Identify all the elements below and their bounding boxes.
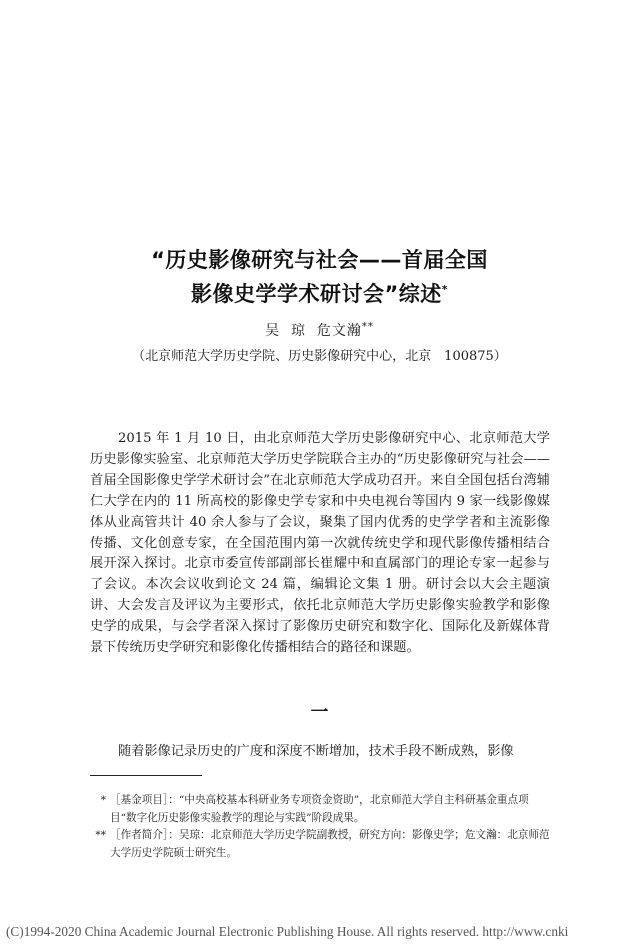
footnote-authors [95,826,550,862]
section-heading: 一 [310,702,329,723]
body-paragraph: 随着影像记录历史的广度和深度不断增加，技术手段不断成熟，影像 [118,744,514,759]
footnote-funding [100,791,550,827]
footnote-text: ［作者简介］：吴琼：北京师范大学历史学院副教授，研究方向：影像史学；危文瀚：北京师范大学历史学院硕士研究生。 [110,829,550,859]
author-names: 吴 琼 危文瀚 [265,323,362,339]
footnote-divider [90,775,202,776]
title-footnote-mark: * [441,283,449,296]
author-line [0,320,639,340]
abstract-paragraph: 2015 年 1 月 10 日，由北京师范大学历史影像研究中心、北京师范大学历史影像实验室、北京师范大学历史学院联合主办的“历史影像研究与社会——首届全国影像史学学术研讨会”在北京师范大学成功召开。来自全国包括台湾辅仁大学在内的 11 所高校的影像史学专家和中央电视台等国内 9 家一线影像媒体从业高管共计 40 余人参与了会议，聚集了国内优秀的史学学者和主流影像传播、文化创意专家，在全国范围内第一次就传统史学和现代影像传播相结合展开深入探讨。北京市委宣传部副部长崔耀中和直属部门的理论专家一起参与了会议。本次会议收到论文 24 篇，编辑论文集 1 册。研讨会以大会主题演讲、大会发言及评议为主要形式，依托北京师范大学历史影像实验教学和影像史学的成果，与会学者深入探讨了影像历史研究和数字化、国际化及新媒体背景下传统历史学研究和影像化传播相结合的路径和课题。 [90,431,550,656]
paper-title-text-2: 影像史学学术研讨会”综述 [190,282,442,306]
footnote-mark: * [100,794,106,806]
copyright-footer: (C)1994-2020 China Academic Journal Electronic Publishing House. All rights reserved. http://www.cnki [6,924,569,939]
footnote-mark: ** [95,829,106,841]
author-affiliation: （北京师范大学历史学院、历史影像研究中心，北京 100875） [132,349,507,364]
footnote-text: ［基金项目］：“中央高校基本科研业务专项资金资助”，北京师范大学自主科研基金重点项目“数字化历史影像实验教学的理论与实践”阶段成果。 [110,794,529,824]
paper-title-text-1: “历史影像研究与社会——首届全国 [151,248,488,272]
paper-title-line-1 [0,244,639,274]
author-footnote-mark: ** [361,321,374,333]
paper-title-line-2 [0,278,639,308]
